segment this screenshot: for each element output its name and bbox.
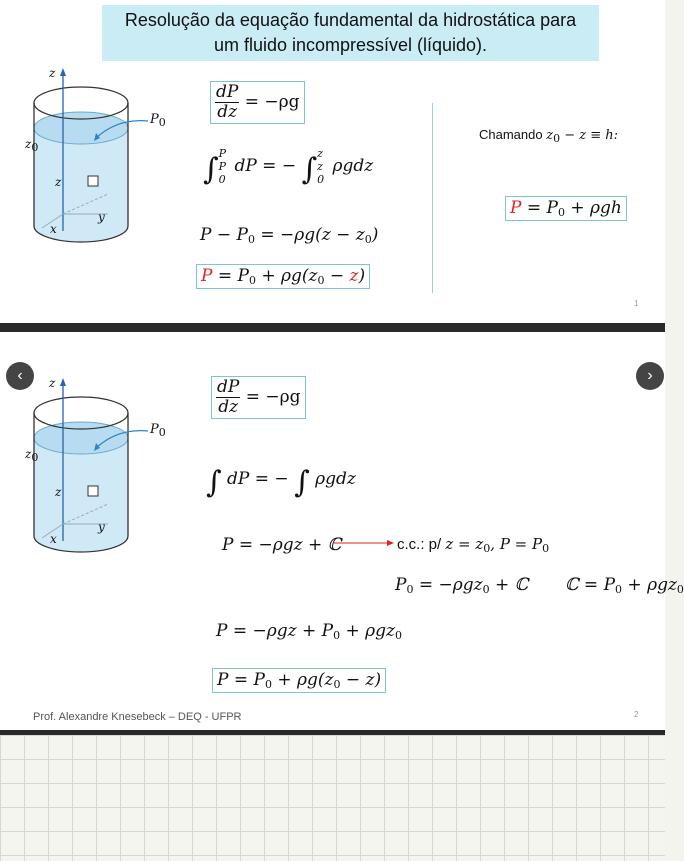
notebook-grid-background xyxy=(0,735,665,861)
z0-label-2: z0 xyxy=(25,447,39,464)
eq-indefinite-integral: ∫ dP = − ∫ ρgdz xyxy=(206,465,356,500)
z-axis-label: z xyxy=(49,66,56,80)
eq-result-2: $P = P_0 + \rho g(z_0 - z)$ xyxy=(212,668,386,693)
next-slide-button[interactable]: › xyxy=(636,362,664,390)
eq-integral: ∫ P P 0 dP = − ∫ z z 0 ρgdz xyxy=(203,147,374,187)
eq-substituted: $P = -\rho gz + P_0 + \rho gz_0$ xyxy=(216,621,402,642)
eq-derivative: $\frac{dP}{dz}$ = −ρg xyxy=(210,81,305,124)
eq-derivative-2: $\frac{dP}{dz}$ = −ρg xyxy=(211,376,306,419)
fluid-element xyxy=(88,176,98,186)
p0-label: $P_0$ xyxy=(150,112,166,129)
eq-difference: $P - P_0 = -\rho g(z - z_0)$ xyxy=(200,225,379,246)
prev-slide-button[interactable]: ‹ xyxy=(6,362,34,390)
page-number-2: 2 xyxy=(634,710,639,719)
chamando-text: Chamando $z_0 - z \equiv h$: xyxy=(479,127,618,145)
boundary-condition: c.c.: p/ $z = z_0$, $P = P_0$ xyxy=(397,535,550,555)
x-axis-label: x xyxy=(50,222,57,236)
y-axis-label: y xyxy=(98,210,105,224)
slide-2 xyxy=(0,332,684,730)
eq-general-solution: P = −ρgz + ℂ xyxy=(222,535,342,555)
y-axis-label-2: y xyxy=(98,520,105,534)
slide-separator xyxy=(0,323,665,332)
liquid-surface xyxy=(34,112,128,144)
liquid xyxy=(34,128,128,242)
arrow-to-bc xyxy=(333,538,395,548)
slide-1 xyxy=(0,0,665,323)
x-axis-label-2: x xyxy=(50,532,57,546)
title-line-2: um fluido incompressível (líquido). xyxy=(213,35,488,55)
eq-constant: ℂ = $P_0 + \rho gz_0$ xyxy=(565,575,684,596)
divider xyxy=(432,103,433,293)
eq-pressure-h: $P = P_0 + \rho gh$ xyxy=(505,196,627,221)
title-line-1: Resolução da equação fundamental da hidrostática para xyxy=(124,10,577,30)
z-label: z xyxy=(55,175,62,189)
z-axis-label-2: z xyxy=(49,376,56,390)
eq-result: $P = P_0 + \rho g(z_0 - z)$ xyxy=(196,264,370,289)
z0-label: z0 xyxy=(25,137,39,154)
slide-title xyxy=(102,5,599,61)
p0-label-2: $P_0$ xyxy=(150,422,166,439)
footer-author: Prof. Alexandre Knesebeck – DEQ - UFPR xyxy=(33,711,242,723)
page-number: 1 xyxy=(634,299,639,308)
eq-p0: $P_0 = -\rho gz_0$ + ℂ xyxy=(395,575,529,596)
z-label-2: z xyxy=(55,485,62,499)
